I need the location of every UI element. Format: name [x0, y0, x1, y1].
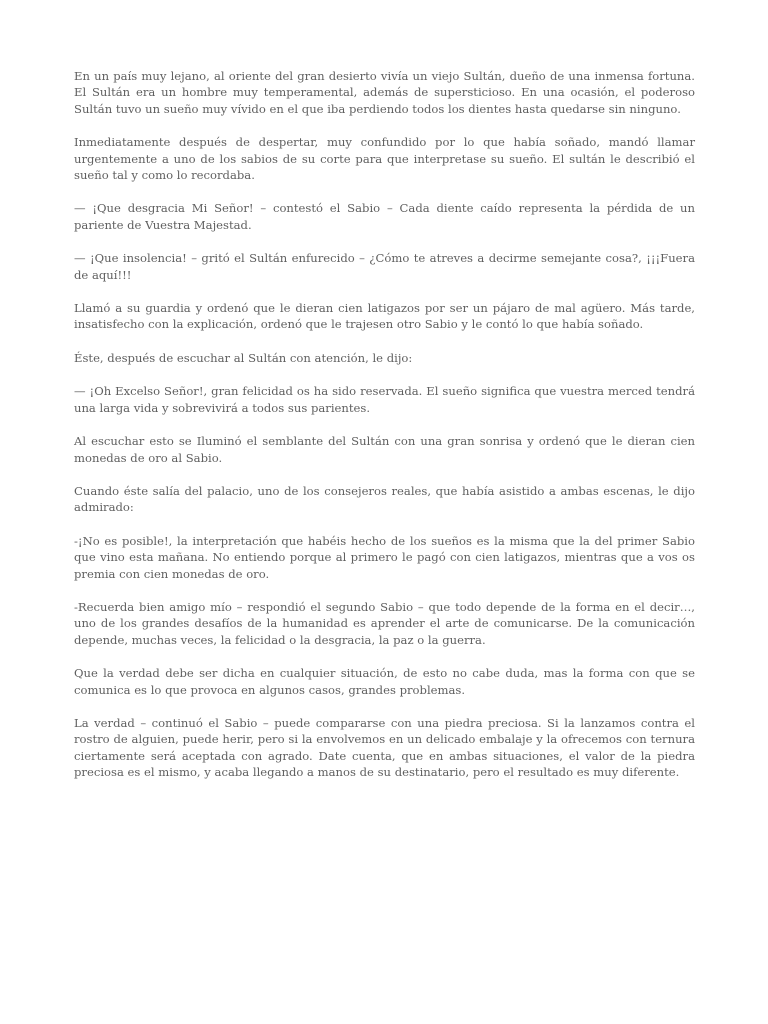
- paragraph-7: — ¡Oh Excelso Señor!, gran felicidad os ha sido reservada. El sueño significa que vuestra merced tendrá una larga vida y sobrevivirá a todos sus parientes.: [74, 384, 695, 415]
- paragraph-4: — ¡Que insolencia! – gritó el Sultán enfurecido – ¿Cómo te atreves a decirme semejante cosa?, ¡¡¡Fuera de aquí!!!: [74, 251, 695, 282]
- paragraph-3: — ¡Que desgracia Mi Señor! – contestó el Sabio – Cada diente caído representa la pérdida de un pariente de Vuestra Majestad.: [74, 201, 695, 232]
- paragraph-8: Al escuchar esto se Iluminó el semblante del Sultán con una gran sonrisa y ordenó que le dieran cien monedas de oro al Sabio.: [74, 434, 695, 465]
- paragraph-5: Llamó a su guardia y ordenó que le dieran cien latigazos por ser un pájaro de mal agüero. Más tarde, insatisfecho con la explicación, ordenó que le trajesen otro Sabio y le contó lo que había soñado.: [74, 301, 695, 332]
- paragraph-1: En un país muy lejano, al oriente del gran desierto vivía un viejo Sultán, dueño de una inmensa fortuna. El Sultán era un hombre muy temperamental, además de supersticioso. En una ocasión, el poderoso Sultán tuvo un sueño muy vívido en el que iba perdiendo todos los dientes hasta quedarse sin ninguno.: [74, 69, 695, 116]
- paragraph-6: Éste, después de escuchar al Sultán con atención, le dijo:: [74, 350, 413, 365]
- paragraph-10: -¡No es posible!, la interpretación que habéis hecho de los sueños es la misma que la del primer Sabio que vino esta mañana. No entiendo porque al primero le pagó con cien latigazos, mientras que a vos os premia con cien monedas de oro.: [74, 533, 695, 581]
- paragraph-13: La verdad – continuó el Sabio – puede compararse con una piedra preciosa. Si la lanzamos contra el rostro de alguien, puede herir, pero si la envolvemos en un delicado embalaje y la ofrecemos con ternura ciertamente será aceptada con agrado. Date cuenta, que en ambas situaciones, el valor de la piedra preciosa es el mismo, y acaba llegando a manos de su destinatario, pero el resultado es muy diferente.: [74, 715, 695, 780]
- paragraph-9: Cuando éste salía del palacio, uno de los consejeros reales, que había asistido a ambas escenas, le dijo admirado:: [74, 483, 695, 515]
- paragraph-2: Inmediatamente después de despertar, muy confundido por lo que había soñado, mandó llamar urgentemente a uno de los sabios de su corte para que interpretase su sueño. El sultán le describió el sueño tal y como lo recordaba.: [74, 135, 695, 183]
- paragraph-11: -Recuerda bien amigo mío – respondió el segundo Sabio – que todo depende de la forma en el decir…, uno de los grandes desafíos de la humanidad es aprender el arte de comunicarse. De la comunicación depende, muchas veces, la felicidad o la desgracia, la paz o la guerra.: [74, 599, 695, 647]
- paragraph-12: Que la verdad debe ser dicha en cualquier situación, de esto no cabe duda, mas la forma con que se comunica es lo que provoca en algunos casos, grandes problemas.: [74, 666, 695, 697]
- document-body: [74, 68, 695, 798]
